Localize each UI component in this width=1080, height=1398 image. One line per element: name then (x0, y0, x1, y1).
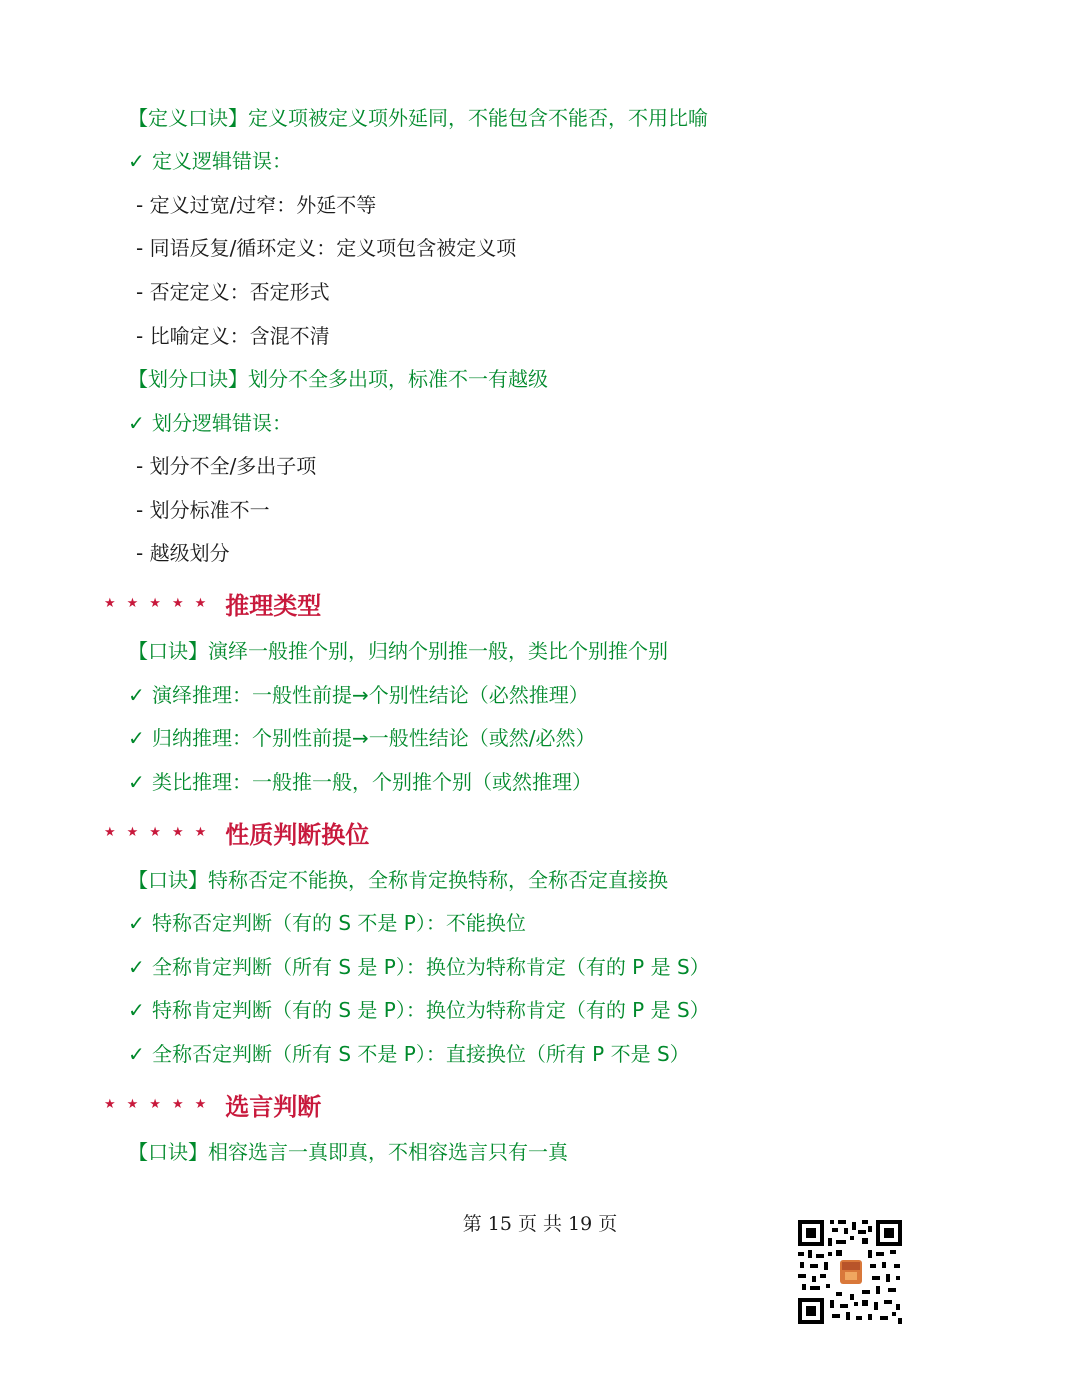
division-errors-title (128, 409, 292, 437)
conversion-item-text: 特称否定判断（有的 S 不是 P）：不能换位 (152, 911, 526, 935)
star-icon: ★★★★★ (104, 596, 218, 611)
check-icon: ✓ (128, 770, 145, 794)
conversion-item-text: 特称肯定判断（有的 S 是 P）：换位为特称肯定（有的 P 是 S） (152, 998, 710, 1022)
definition-rhyme: 【定义口诀】定义项被定义项外延同，不能包含不能否，不用比喻 (128, 106, 708, 130)
definition-errors-title (128, 147, 292, 175)
check-icon: ✓ (128, 149, 145, 173)
definition-error-item: - 同语反复/循环定义：定义项包含被定义项 (136, 236, 517, 260)
check-icon: ✓ (128, 998, 145, 1022)
division-error-item: - 划分不全/多出子项 (136, 454, 317, 478)
reasoning-item-text: 类比推理：一般推一般，个别推个别（或然推理） (152, 770, 592, 794)
section-heading-reasoning (104, 586, 321, 621)
conversion-item (128, 1040, 690, 1068)
reasoning-item (128, 724, 596, 752)
section-title: 推理类型 (225, 592, 322, 620)
definition-error-item: - 定义过宽/过窄：外延不等 (136, 193, 377, 217)
check-icon: ✓ (128, 911, 145, 935)
disjunctive-rhyme: 【口诀】相容选言一真即真，不相容选言只有一真 (128, 1140, 568, 1164)
conversion-item (128, 953, 710, 981)
conversion-item-text: 全称否定判断（所有 S 不是 P）：直接换位（所有 P 不是 S） (152, 1042, 690, 1066)
check-icon: ✓ (128, 955, 145, 979)
definition-errors-label: 定义逻辑错误： (152, 149, 292, 173)
definition-error-item: - 否定定义：否定形式 (136, 280, 330, 304)
reasoning-item (128, 768, 592, 796)
conversion-item-text: 全称肯定判断（所有 S 是 P）：换位为特称肯定（有的 P 是 S） (152, 955, 710, 979)
division-rhyme: 【划分口诀】划分不全多出项，标准不一有越级 (128, 367, 548, 391)
check-icon: ✓ (128, 726, 145, 750)
reasoning-item (128, 681, 589, 709)
qr-code-icon (796, 1218, 904, 1326)
check-icon: ✓ (128, 683, 145, 707)
star-icon: ★★★★★ (104, 1097, 218, 1112)
reasoning-item-text: 演绎推理：一般性前提→个别性结论（必然推理） (152, 683, 589, 707)
section-heading-disjunctive (104, 1087, 321, 1122)
check-icon: ✓ (128, 1042, 145, 1066)
section-title: 性质判断换位 (225, 821, 370, 849)
conversion-item (128, 996, 710, 1024)
star-icon: ★★★★★ (104, 825, 218, 840)
check-icon: ✓ (128, 411, 145, 435)
division-error-item: - 划分标准不一 (136, 498, 270, 522)
page-number: 第 15 页 共 19 页 (462, 1213, 618, 1235)
conversion-rhyme: 【口诀】特称否定不能换，全称肯定换特称，全称否定直接换 (128, 868, 668, 892)
section-title: 选言判断 (225, 1093, 322, 1121)
conversion-item (128, 909, 526, 937)
division-error-item: - 越级划分 (136, 541, 230, 565)
section-heading-conversion (104, 815, 369, 850)
reasoning-rhyme: 【口诀】演绎一般推个别，归纳个别推一般，类比个别推个别 (128, 639, 668, 663)
division-errors-label: 划分逻辑错误： (152, 411, 292, 435)
definition-error-item: - 比喻定义：含混不清 (136, 324, 330, 348)
reasoning-item-text: 归纳推理：个别性前提→一般性结论（或然/必然） (152, 726, 596, 750)
